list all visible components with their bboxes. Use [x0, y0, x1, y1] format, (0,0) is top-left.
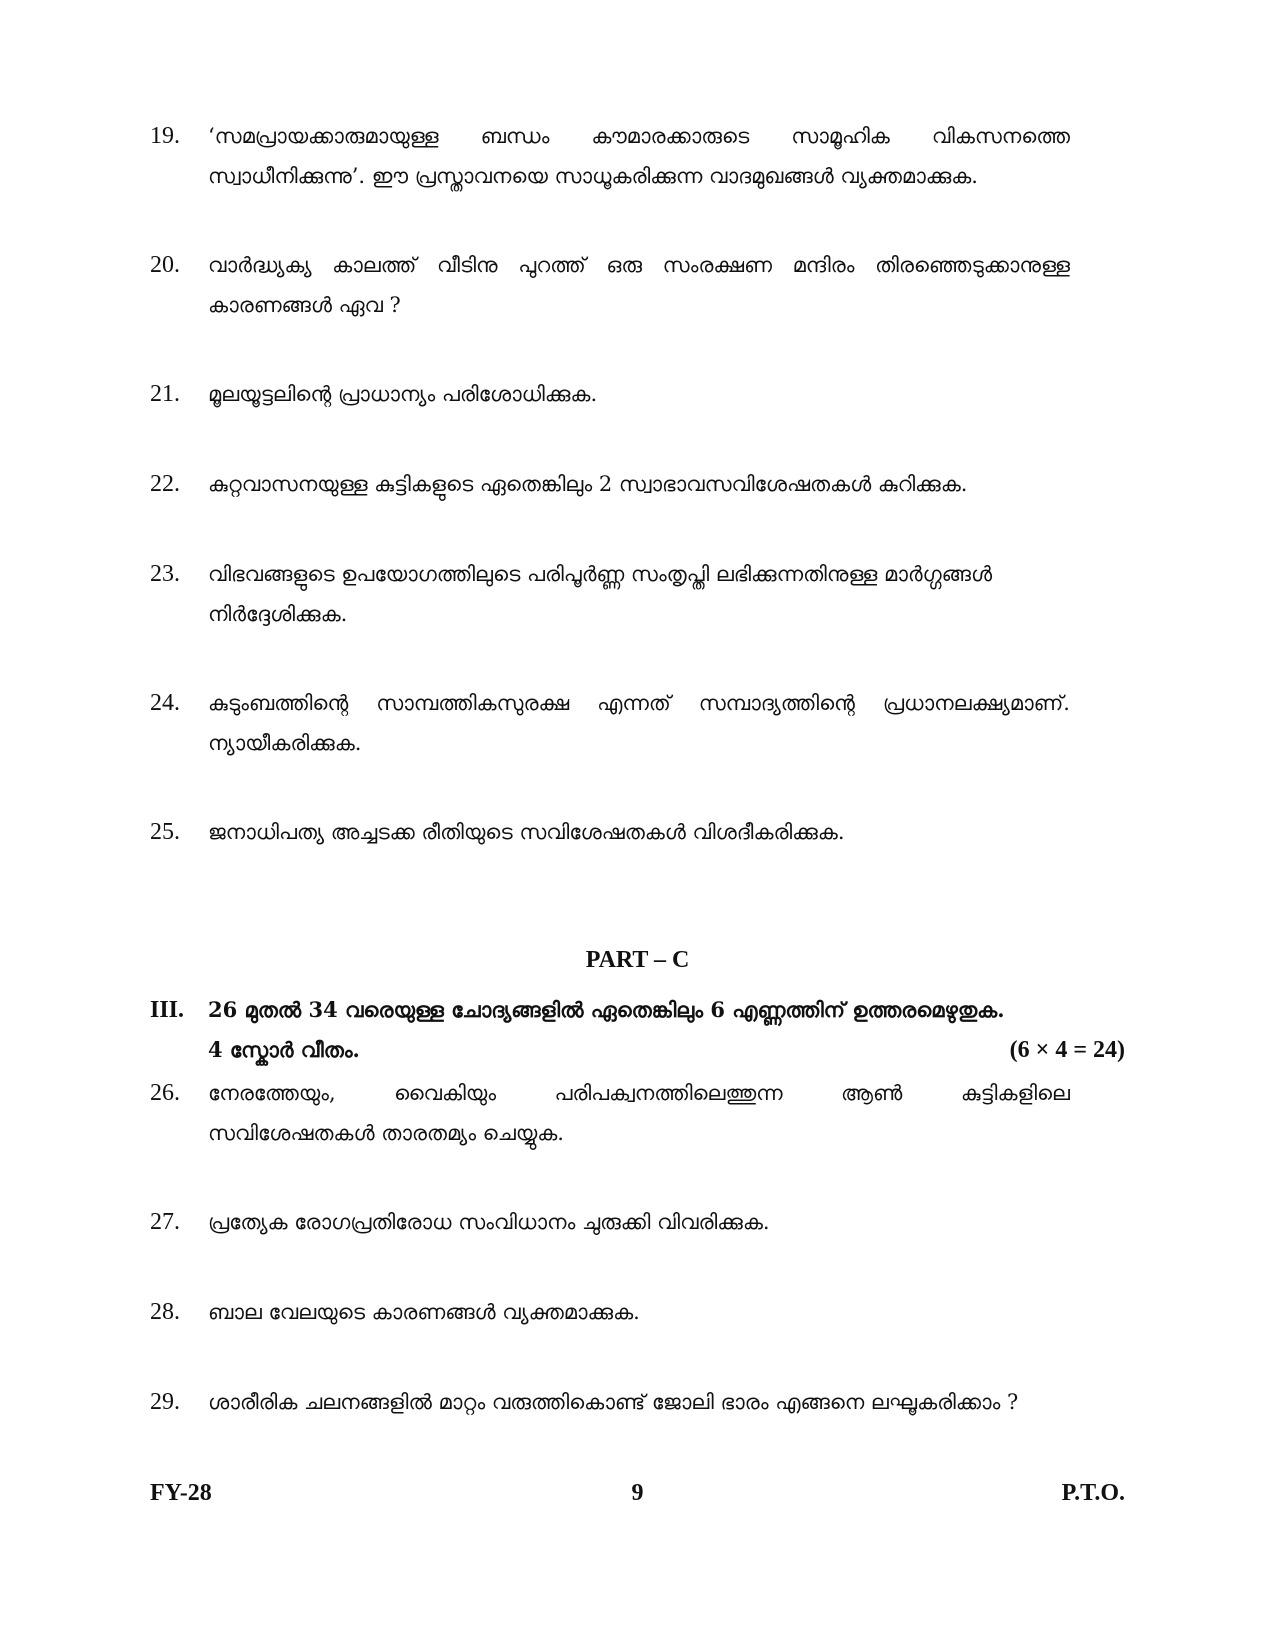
- question-line: സ്വാധീനിക്കുന്നു’. ഈ പ്രസ്താവനയെ സാധൂകരിക്കുന്ന വാദമുഖങ്ങൾ വ്യക്തമാക്കുക.: [208, 164, 978, 188]
- question-text: [208, 1073, 1070, 1153]
- question-27: [150, 1202, 1070, 1242]
- question-line: കാരണങ്ങൾ ഏവ ?: [208, 293, 401, 317]
- part-c-instruction: [150, 990, 1125, 1070]
- question-line: പ്രത്യേക രോഗപ്രതിരോധ സംവിധാനം ചുരുക്കി വിവരിക്കുക.: [208, 1210, 770, 1234]
- question-line: നിർദ്ദേശിക്കുക.: [208, 602, 348, 626]
- question-number: 19.: [150, 123, 180, 149]
- question-line: ‘സമപ്രായക്കാരുമായുള്ള ബന്ധം കൗമാരക്കാരുടെ സാമൂഹിക വികസനത്തെ: [208, 124, 1070, 148]
- section-number: III.: [150, 997, 185, 1023]
- question-text: [208, 554, 1070, 634]
- question-line: വിഭവങ്ങളുടെ ഉപയോഗത്തിലുടെ പരിപൂർണ്ണ സംതൃപ്തി ലഭിക്കുന്നതിനുള്ള മാർഗ്ഗങ്ങൾ: [208, 562, 993, 586]
- question-text: [208, 1382, 1070, 1422]
- question-number: 20.: [150, 252, 180, 278]
- question-text: [208, 812, 1070, 852]
- question-number: 22.: [150, 471, 180, 497]
- question-line: ശാരീരിക ചലനങ്ങളിൽ മാറ്റം വരുത്തികൊണ്ട് ജോലി ഭാരം എങ്ങനെ ലഘൂകരിക്കാം ?: [208, 1390, 1019, 1414]
- page-number: 9: [631, 1480, 644, 1506]
- question-line: ന്യായീകരിക്കുക.: [208, 731, 362, 755]
- question-23: [150, 554, 1070, 634]
- question-number: 27.: [150, 1209, 180, 1235]
- question-text: [208, 245, 1070, 325]
- question-21: [150, 374, 1070, 414]
- instruction-line: 4 സ്കോർ വീതം.: [208, 1037, 360, 1062]
- question-text: [208, 1202, 1070, 1242]
- question-text: [208, 683, 1070, 763]
- part-c-title: PART – C: [585, 947, 690, 973]
- question-line: ബാല വേലയുടെ കാരണങ്ങൾ വ്യക്തമാക്കുക.: [208, 1300, 640, 1324]
- question-25: [150, 812, 1070, 852]
- question-text: [208, 1292, 1070, 1332]
- question-22: [150, 464, 1070, 504]
- question-number: 24.: [150, 690, 180, 716]
- paper-code: FY-28: [150, 1480, 212, 1506]
- question-line: വാർദ്ധ്യക്യ കാലത്ത് വീടിനു പുറത്ത് ഒരു സംരക്ഷണ മന്ദിരം തിരഞ്ഞെടുക്കാനുള്ള: [208, 253, 1070, 277]
- question-20: [150, 245, 1070, 325]
- question-28: [150, 1292, 1070, 1332]
- question-line: കുറ്റവാസനയുള്ള കുട്ടികളുടെ ഏതെങ്കിലും 2 സ്വാഭാവസവിശേഷതകൾ കുറിക്കുക.: [208, 472, 968, 496]
- question-text: [208, 374, 1070, 414]
- question-24: [150, 683, 1070, 763]
- marks-allocation: (6 × 4 = 24): [1009, 1037, 1125, 1063]
- question-number: 23.: [150, 561, 180, 587]
- question-number: 25.: [150, 819, 180, 845]
- question-text: [208, 464, 1070, 504]
- instruction-line: 26 മുതൽ 34 വരെയുള്ള ചോദ്യങ്ങളിൽ ഏതെങ്കിലും 6 എണ്ണത്തിന് ഉത്തരമെഴുതുക.: [208, 997, 1005, 1022]
- please-turn-over: P.T.O.: [1061, 1480, 1125, 1506]
- question-number: 29.: [150, 1389, 180, 1415]
- question-number: 21.: [150, 381, 180, 407]
- question-text: [208, 116, 1070, 196]
- question-line: സവിശേഷതകൾ താരതമ്യം ചെയ്യുക.: [208, 1121, 564, 1145]
- question-line: ജനാധിപത്യ അച്ചടക്ക രീതിയുടെ സവിശേഷതകൾ വിശദീകരിക്കുക.: [208, 820, 845, 844]
- question-number: 28.: [150, 1299, 180, 1325]
- question-number: 26.: [150, 1080, 180, 1106]
- question-29: [150, 1382, 1070, 1422]
- question-line: നേരത്തേയും, വൈകിയും പരിപക്വനത്തിലെത്തുന്ന ആൺ കുട്ടികളിലെ: [208, 1081, 1070, 1105]
- question-19: [150, 116, 1070, 196]
- question-line: കുടുംബത്തിന്റെ സാമ്പത്തികസുരക്ഷ എന്നത് സമ്പാദ്യത്തിന്റെ പ്രധാനലക്ഷ്യമാണ്.: [208, 691, 1070, 715]
- question-26: [150, 1073, 1070, 1153]
- question-line: മൂലയൂട്ടലിന്റെ പ്രാധാന്യം പരിശോധിക്കുക.: [208, 382, 598, 406]
